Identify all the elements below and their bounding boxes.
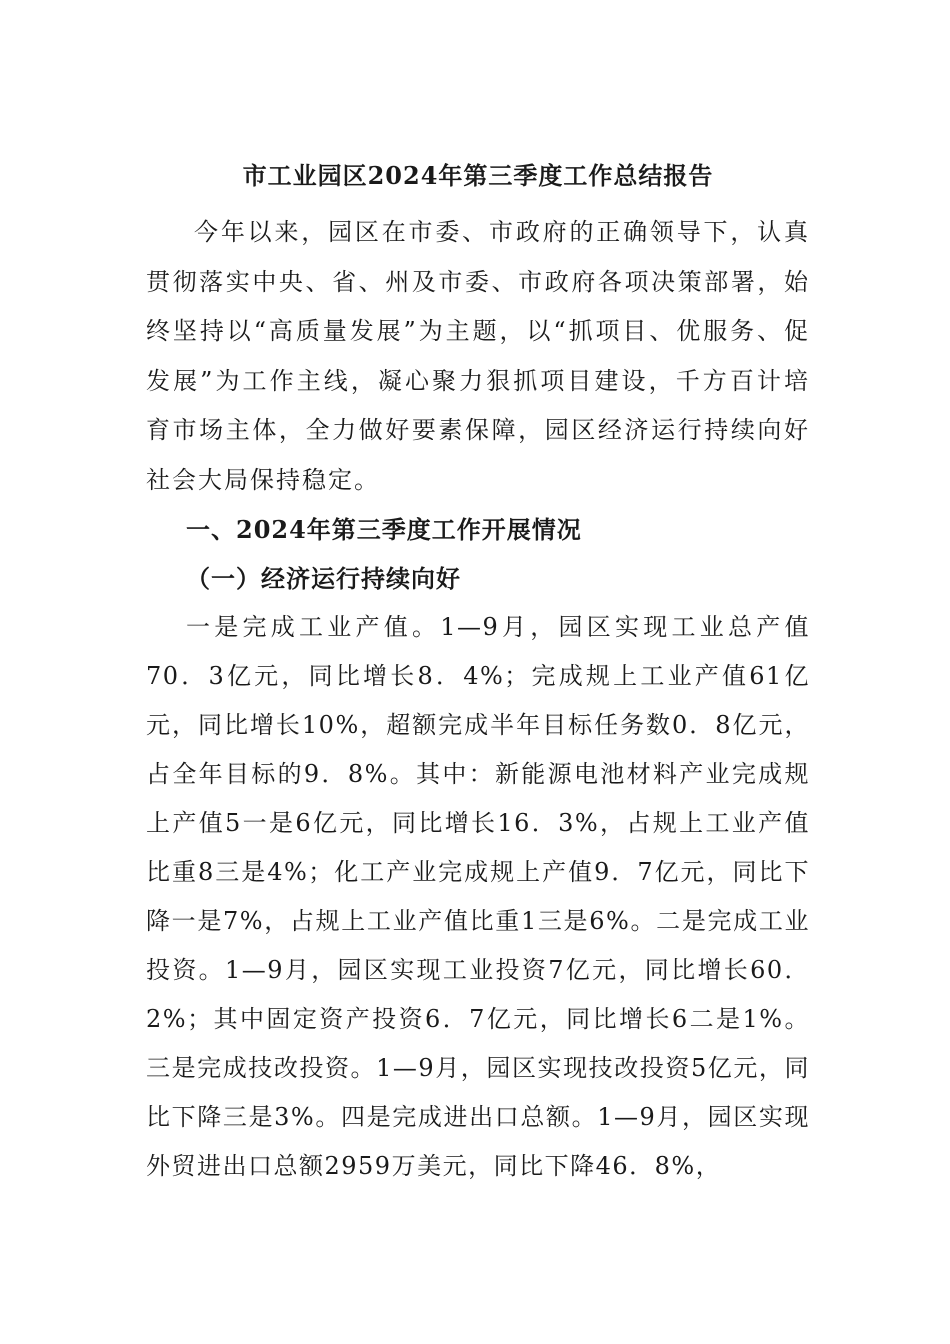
intro-paragraph: 今年以来，园区在市委、市政府的正确领导下，认真贯彻落实中央、省、州及市委、市政府各项决策部署，始终坚持以“高质量发展”为主题，以“抓项目、优服务、促发展”为工作主线，凝心聚力狠抓项目建设，千方百计培育市场主体，全力做好要素保障，园区经济运行持续向好社会大局保持稳定。: [146, 218, 810, 494]
subsection-heading: （一）经济运行持续向好: [186, 564, 461, 593]
document-title: 市工业园区2024年第三季度工作总结报告: [242, 161, 714, 190]
section-heading: 一、2024年第三季度工作开展情况: [186, 515, 582, 544]
document-body: [146, 150, 810, 1191]
body-paragraph: 一是完成工业产值。1—9月，园区实现工业总产值70．3亿元，同比增长8．4%；完成规上工业产值61亿元，同比增长10%，超额完成半年目标任务数0．8亿元，占全年目标的9．8%。其中：新能源电池材料产业完成规上产值5一是6亿元，同比增长16．3%，占规上工业产值比重8三是4%；化工产业完成规上产值9．7亿元，同比下降一是7%，占规上工业产值比重1三是6%。二是完成工业投资。1—9月，园区实现工业投资7亿元，同比增长60．2%；其中固定资产投资6．7亿元，同比增长6二是1%。三是完成技改投资。1—9月，园区实现技改投资5亿元，同比下降三是3%。四是完成进出口总额。1—9月，园区实现外贸进出口总额2959万美元，同比下降46．8%，: [146, 613, 810, 1180]
